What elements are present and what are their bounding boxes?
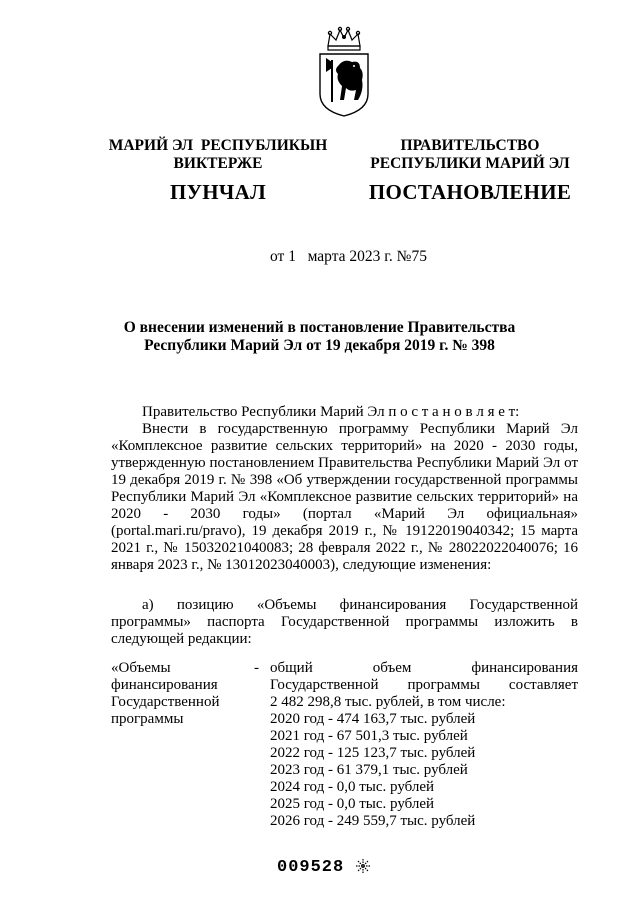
intro-section [111,404,578,574]
funding-table-label [111,660,251,728]
header-right-line2: РЕСПУБЛИКИ МАРИЙ ЭЛ [370,155,570,172]
header-left-mari [88,137,348,204]
blank-serial-number: 009528 [277,858,345,877]
header-right-doc-type: ПОСТАНОВЛЕНИЕ [368,180,572,204]
value-line: 2 482 298,8 тыс. рублей, в том числе: [270,694,506,710]
title-line-1: О внесении изменений в постановление Правительства [123,319,516,336]
resolution-preamble: Правительство Республики Марий Эл п о с т а н о в л я е т: [142,404,520,420]
value-line-2020: 2020 год - 474 163,7 тыс. рублей [270,711,476,727]
coat-of-arms-icon [316,26,372,118]
header-left-line1: МАРИЙ ЭЛ РЕСПУБЛИКЫН [108,137,328,154]
label-line: «Объемы [111,660,171,676]
value-line: общий объем финансирования [270,660,578,676]
value-line-2025: 2025 год - 0,0 тыс. рублей [270,796,435,812]
title-line-2: Республики Марий Эл от 19 декабря 2019 г. № 398 [144,337,495,354]
value-line: Государственной программы составляет [270,677,578,693]
header-left-line2: ВИКТЕРЖЕ [173,155,263,172]
table-dash: - [254,660,259,676]
item-a-paragraph: а) позицию «Объемы финансирования Государственной программы» паспорта Государственной программы изложить в следующей редакции: [111,597,578,647]
document-title [100,319,539,355]
value-line-2024: 2024 год - 0,0 тыс. рублей [270,779,435,795]
header-right-russian [340,137,600,204]
item-a-section [111,597,578,648]
value-line-2026: 2026 год - 249 559,7 тыс. рублей [270,813,476,829]
document-date-number: от 1 марта 2023 г. №75 [270,248,427,265]
value-line-2022: 2022 год - 125 123,7 тыс. рублей [270,745,476,761]
label-line: программы [111,711,184,727]
amendment-paragraph: Внести в государственную программу Республики Марий Эл «Комплексное развитие сельских территорий» на 2020 - 2030 годы, утвержденную постановлением Правительства Республики Марий Эл от 19 декабря 2019 г. № 398 «Об утверждении государственной программы Республики Марий Эл «Комплексное развитие сельских территорий» на 2020 - 2030 годы» (портал «Марий Эл официальная» (portal.mari.ru/pravo), 19 декабря 2019 г., № 19122019040342; 15 марта 2021 г., № 15032021040083; 28 февраля 2022 г., № 28022022040076; 16 января 2023 г., № 13012023040003), следующие изменения: [111,421,578,573]
star-mark-icon [355,858,371,874]
value-line-2023: 2023 год - 61 379,1 тыс. рублей [270,762,468,778]
funding-table-values [270,660,578,830]
header-right-line1: ПРАВИТЕЛЬСТВО [400,137,540,154]
label-line: финансирования [111,677,218,693]
header-left-doc-type: ПУНЧАЛ [169,180,267,204]
label-line: Государственной [111,694,220,710]
value-line-2021: 2021 год - 67 501,3 тыс. рублей [270,728,468,744]
